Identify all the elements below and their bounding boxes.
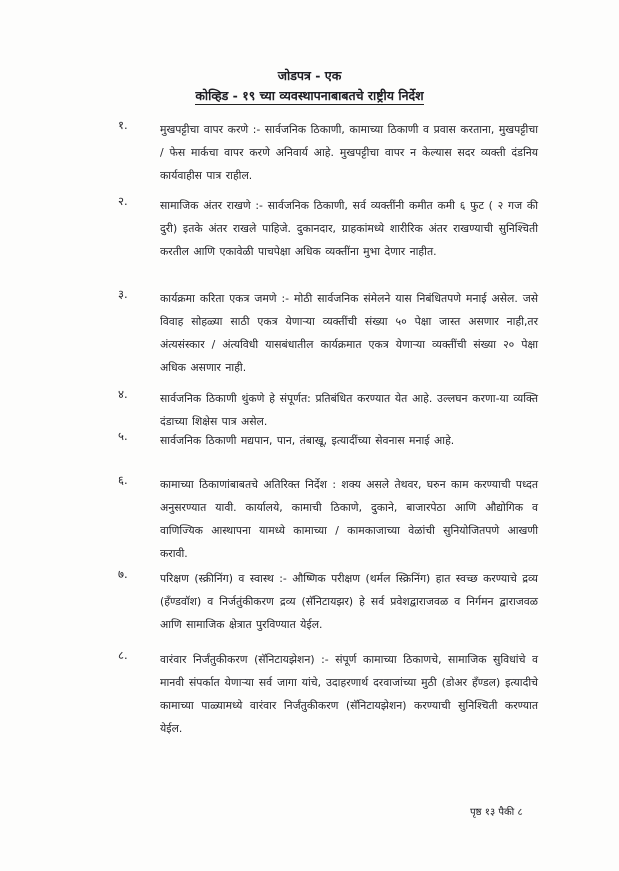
item-text: सामाजिक अंतर राखणे :- सार्वजनिक ठिकाणी, सर्व व्यक्तींनी कमीत कमी ६ फुट ( २ गज की दुरी) इतके अंतर राखले पाहिजे. दुकानदार, ग्राहकांमध्ये शारीरिक अंतर राखण्याची सुनिश्चिती करतील आणि एकावेळी पाचपेक्षा अधिक व्यक्तींना मुभा देणार नाहीत. [160, 199, 538, 258]
item-text: सार्वजनिक ठिकाणी मद्यपान, पान, तंबाखू, इत्यादींच्या सेवनास मनाई आहे. [160, 434, 455, 447]
item-text: कामाच्या ठिकाणांबाबतचे अतिरिक्त निर्देश : शक्य असले तेथवर, घरुन काम करण्याची पध्दत अनुसरण्यात यावी. कार्यालये, कामाची ठिकाणे, दुकाने, बाजारपेठा आणि औद्योगिक व वाणिज्यिक आस्थापना यामध्ये कामाच्या / कामकाजाच्या वेळांची सुनियोजितपणे आखणी करावी. [160, 478, 538, 560]
item-number: ६. [118, 473, 128, 487]
annexure-title: जोडपत्र - एक [277, 68, 342, 83]
item-text: सार्वजनिक ठिकाणी थुंकणे हे संपूर्णत: प्रतिबंधित करण्यात येत आहे. उल्लघन करणा-या व्यक्ति दंडाच्या शिक्षेस पात्र असेल. [160, 392, 538, 428]
document-heading [0, 87, 619, 104]
item-number: ५. [118, 429, 128, 443]
item-number: ४. [118, 387, 128, 401]
item-text: मुखपट्टीचा वापर करणे :- सार्वजनिक ठिकाणी, कामाच्या ठिकाणी व प्रवास करताना, मुखपट्टीचा / फेस मार्कचा वापर करणे अनिवार्य आहे. मुखपट्टीचा वापर न केल्यास सदर व्यक्ती दंडनिय कार्यवाहीस पात्र राहील. [160, 123, 538, 182]
page-number: पृष्ठ १३ पैकी ८ [470, 807, 523, 818]
item-text: कार्यक्रमा करिता एकत्र जमणे :- मोठी सार्वजनिक संमेलने यास निबंधितपणे मनाई असेल. जसे विवाह सोहळ्या साठी एकत्र येणाऱ्या व्यक्तींची संख्या ५० पेक्षा जास्त असणार नाही,तर अंत्यसंस्कार / अंत्यविधी यासबंधातील कार्यक्रमात एकत्र येणाऱ्या व्यक्तींची संख्या २० पेक्षा अधिक असणार नाही. [160, 292, 538, 374]
item-text: वारंवार निर्जंतुकीकरण (सॅनिटायझेशन) :- संपूर्ण कामाच्या ठिकाणचे, सामाजिक सुविधांचे व मानवी संपर्कात येणाऱ्या सर्व जागा यांचे, उदाहरणार्थ दरवाजांच्या मुठी (डोअर हँण्डल) इत्यादीचे कामाच्या पाळ्यामध्ये वारंवार निर्जंतुकीकरण (सॅनिटायझेशन) करण्याची सुनिश्चिती करण्यात येईल. [160, 653, 538, 735]
item-number: ३. [118, 287, 128, 301]
document-heading-text: कोव्हिड - १९ च्या व्यवस्थापनाबाबतचे राष्ट्रीय निर्देश [195, 88, 424, 103]
item-number: १. [118, 118, 128, 132]
item-number: २. [118, 194, 128, 208]
item-number: ७. [118, 567, 128, 581]
item-text: परिक्षण (स्क्रीनिंग) व स्वास्थ :- औष्णिक परीक्षण (थर्मल स्क्रिनिंग) हात स्वच्छ करण्याचे द्रव्य (हँण्डवॉश) व निर्जतुंकीकरण द्रव्य (सॅनिटायझर) हे सर्व प्रवेशद्वाराजवळ व निर्गमन द्वाराजवळ आणि सामाजिक क्षेत्रात पुरविण्यात येईल. [160, 572, 538, 631]
item-number: ८. [118, 648, 128, 662]
